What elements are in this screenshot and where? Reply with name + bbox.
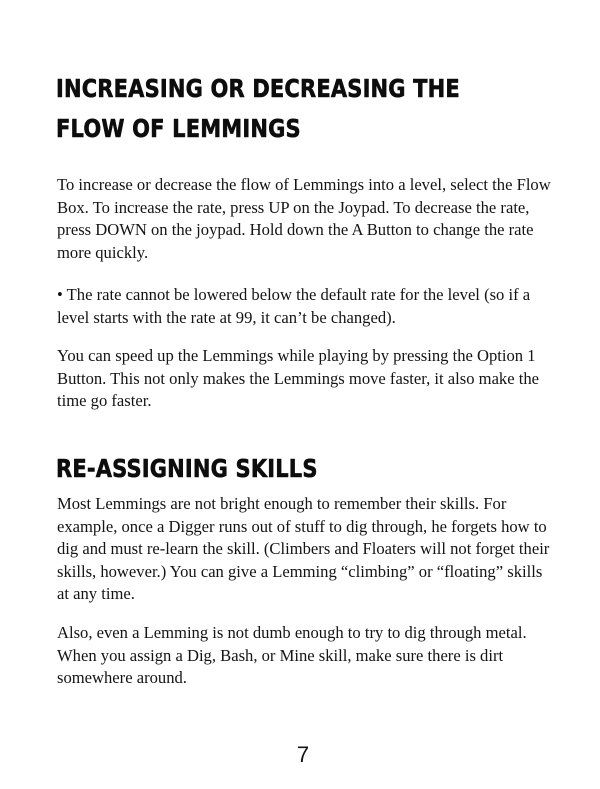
- paragraph-dig-metal: Also, even a Lemming is not dumb enough to try to dig through metal. When you assign a Dig, Bash, or Mine skill, make sure there is dirt somewhere around.: [57, 623, 527, 687]
- paragraph-speed-up: You can speed up the Lemmings while playing by pressing the Option 1 Button. This not only makes the Lemmings move faster, it also make the time go faster.: [57, 346, 540, 410]
- paragraph-flow-instructions: To increase or decrease the flow of Lemmings into a level, select the Flow Box. To increase the rate, press UP on the Joypad. To decrease the rate, press DOWN on the joypad. Hold down the A Button to change the rate more quickly.: [57, 175, 551, 262]
- section-heading-flow: INCREASING OR DECREASING THE FLOW OF LEMMINGS: [56, 74, 460, 143]
- section-heading-reassigning-skills: RE-ASSIGNING SKILLS: [56, 454, 318, 483]
- paragraph-skills-memory: Most Lemmings are not bright enough to remember their skills. For example, once a Digger runs out of stuff to dig through, he forgets how to dig and must re-learn the skill. (Climbers and Floaters will not forget their skills, however.) You can give a Lemming “climbing” or “floating” skills at any time.: [57, 494, 550, 603]
- page-number: 7: [296, 742, 310, 767]
- paragraph-rate-note: • The rate cannot be lowered below the default rate for the level (so if a level starts with the rate at 99, it can’t be changed).: [57, 285, 531, 327]
